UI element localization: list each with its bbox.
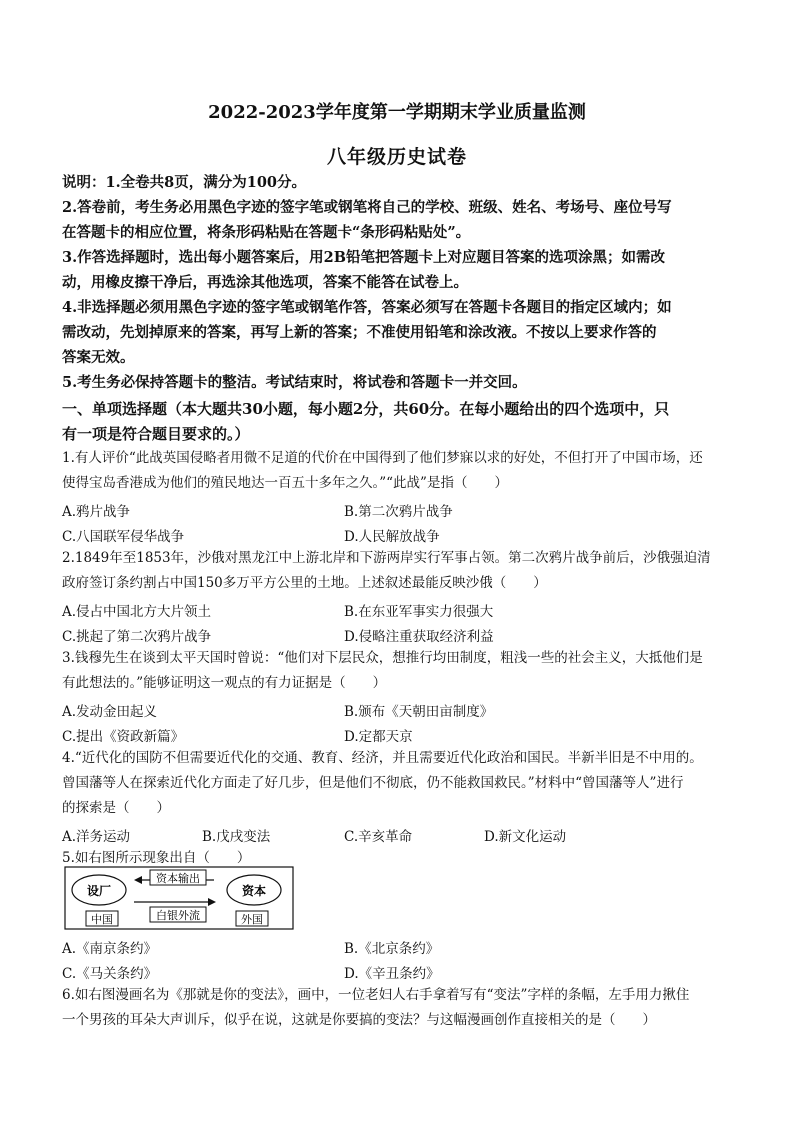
q2-option-b: B.在东亚军事实力很强大	[344, 604, 494, 620]
q5-option-b: B.《北京条约》	[344, 941, 440, 957]
section-heading: 有一项是符合题目要求的。）	[62, 425, 250, 443]
question-2-line: 2.1849年至1853年，沙俄对黑龙江中上游北岸和下游两岸实行军事占领。第二次鸦片战争前后，沙俄强迫清	[62, 550, 711, 566]
diagram-right-sub-label: 外国	[241, 913, 263, 926]
instruction-line: 2.答卷前，考生务必用黑色字迹的签字笔或钢笔将自己的学校、班级、姓名、考场号、座位号写	[62, 199, 672, 216]
diagram-top-arrow-label: 资本输出	[156, 872, 200, 885]
question-4-line: 的探索是（ ）	[62, 800, 170, 816]
q4-option-d: D.新文化运动	[484, 829, 567, 845]
question-5-line: 5.如右图所示现象出自（ ）	[62, 850, 251, 866]
q5-option-d: D.《辛丑条约》	[344, 966, 440, 982]
q1-option-d: D.人民解放战争	[344, 529, 440, 545]
instruction-line: 说明：1.全卷共8页，满分为100分。	[62, 174, 306, 191]
q4-option-c: C.辛亥革命	[344, 829, 413, 845]
question-4-line: 曾国藩等人在探索近代化方面走了好几步，但是他们不彻底，仍不能救国救民。”材料中“曾国藩等人”进行	[62, 775, 684, 791]
instruction-line: 4.非选择题必须用黑色字迹的签字笔或钢笔作答，答案必须写在答题卡各题目的指定区域内；如	[62, 299, 672, 316]
q1-option-c: C.八国联军侵华战争	[62, 529, 185, 545]
question-3-line: 3.钱穆先生在谈到太平天国时曾说：“他们对下层民众，想推行均田制度，粗浅一些的社会主义，大抵他们是	[62, 650, 703, 666]
q5-option-c: C.《马关条约》	[62, 966, 158, 982]
q1-option-b: B.第二次鸦片战争	[344, 504, 453, 520]
question-4-line: 4.“近代化的国防不但需要近代化的交通、教育、经济，并且需要近代化政治和国民。半新半旧是不中用的。	[62, 750, 703, 766]
q3-option-a: A.发动金田起义	[62, 704, 158, 720]
question-6-line: 6.如右图漫画名为《那就是你的变法》，画中，一位老妇人右手拿着写有“变法”字样的条幅，左手用力揪住	[62, 987, 690, 1003]
trade-flow-diagram	[64, 866, 294, 930]
question-1-line: 使得宝岛香港成为他们的殖民地达一百五十多年之久。”“此战”是指（ ）	[62, 475, 508, 491]
q3-option-b: B.颁布《天朝田亩制度》	[344, 704, 494, 720]
q4-option-b: B.戊戌变法	[202, 829, 271, 845]
q2-option-c: C.挑起了第二次鸦片战争	[62, 629, 212, 645]
diagram-left-sub-label: 中国	[91, 913, 113, 926]
q2-option-d: D.侵略注重获取经济利益	[344, 629, 494, 645]
q1-option-a: A.鸦片战争	[62, 504, 131, 520]
section-heading: 一、单项选择题（本大题共30小题，每小题2分，共60分。在每小题给出的四个选项中，只	[62, 400, 670, 418]
diagram-left-label: 设厂	[86, 884, 112, 898]
exam-title: 2022-2023学年度第一学期期末学业质量监测	[208, 102, 586, 123]
instruction-line: 需改动，先划掉原来的答案，再写上新的答案；不准使用铅笔和涂改液。不按以上要求作答的	[62, 324, 657, 341]
diagram-right-label: 资本	[241, 884, 267, 898]
q2-option-a: A.侵占中国北方大片领土	[62, 604, 212, 620]
q3-option-c: C.提出《资政新篇》	[62, 729, 185, 745]
diagram-bottom-arrow-label: 白银外流	[156, 909, 200, 922]
instruction-line: 在答题卡的相应位置，将条形码粘贴在答题卡“条形码粘贴处”。	[62, 224, 471, 241]
question-2-line: 政府签订条约割占中国150多万平方公里的土地。上述叙述最能反映沙俄（ ）	[62, 575, 547, 591]
exam-subtitle: 八年级历史试卷	[326, 146, 467, 168]
instruction-line: 动，用橡皮擦干净后，再选涂其他选项，答案不能答在试卷上。	[62, 274, 468, 291]
q3-option-d: D.定都天京	[344, 729, 413, 745]
instruction-line: 答案无效。	[62, 349, 135, 366]
question-3-line: 有此想法的。”能够证明这一观点的有力证据是（ ）	[62, 675, 387, 691]
instruction-line: 5.考生务必保持答题卡的整洁。考试结束时，将试卷和答题卡一并交回。	[62, 374, 527, 391]
instruction-line: 3.作答选择题时，选出每小题答案后，用2B铅笔把答题卡上对应题目答案的选项涂黑；如需改	[62, 249, 665, 266]
q4-option-a: A.洋务运动	[62, 829, 131, 845]
question-6-line: 一个男孩的耳朵大声训斥，似乎在说，这就是你要搞的变法？与这幅漫画创作直接相关的是（ ）	[62, 1012, 656, 1028]
question-1-line: 1.有人评价“此战英国侵略者用微不足道的代价在中国得到了他们梦寐以求的好处，不但打开了中国市场，还	[62, 450, 703, 466]
q5-option-a: A.《南京条约》	[62, 941, 158, 957]
